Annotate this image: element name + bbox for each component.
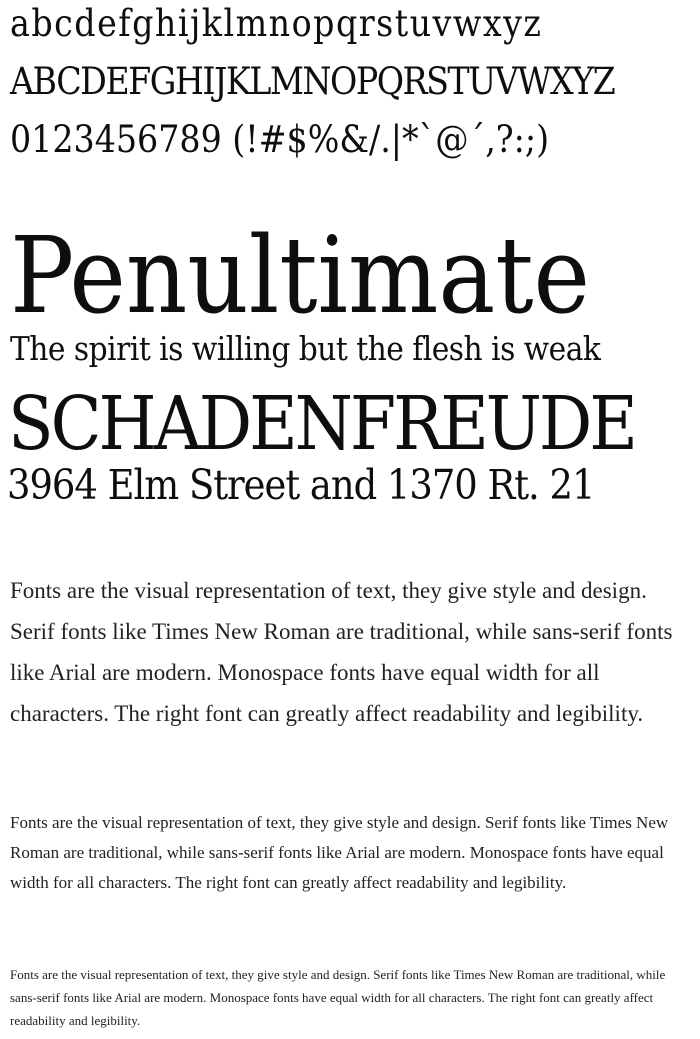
paragraph-sample-small: Fonts are the visual representation of text, they give style and design. Serif fonts like Times New Roman are traditional, while sans-serif fonts like Arial are modern. Monospace fonts have equal width for all characters. The right font can greatly affect readability and legibility. [10,967,666,1028]
specimen-uppercase-line: ABCDEFGHIJKLMNOPQRSTUVWXYZ [10,60,615,103]
specimen-lowercase-line: abcdefghijklmnopqrstuvwxyz [10,2,543,45]
specimen-caps-word: SCHADENFREUDE [8,381,635,467]
specimen-display-word: Penultimate [10,214,590,337]
specimen-sample-sentence: The spirit is willing but the flesh is weak [10,329,601,368]
specimen-address-line: 3964 Elm Street and 1370 Rt. 21 [7,461,595,509]
paragraph-sample-medium: Fonts are the visual representation of text, they give style and design. Serif fonts like Times New Roman are traditional, while sans-serif fonts like Arial are modern. Monospace fonts have equal width for all characters. The right font can greatly affect readability and legibility. [10,813,669,892]
paragraph-sample-large: Fonts are the visual representation of text, they give style and design. Serif fonts like Times New Roman are traditional, while sans-serif fonts like Arial are modern. Monospace fonts have equal width for all characters. The right font can greatly affect readability and legibility. [10,578,673,726]
specimen-numerals-symbols-line: 0123456789 (!#$%&/.|*`@´,?:;) [10,118,550,161]
